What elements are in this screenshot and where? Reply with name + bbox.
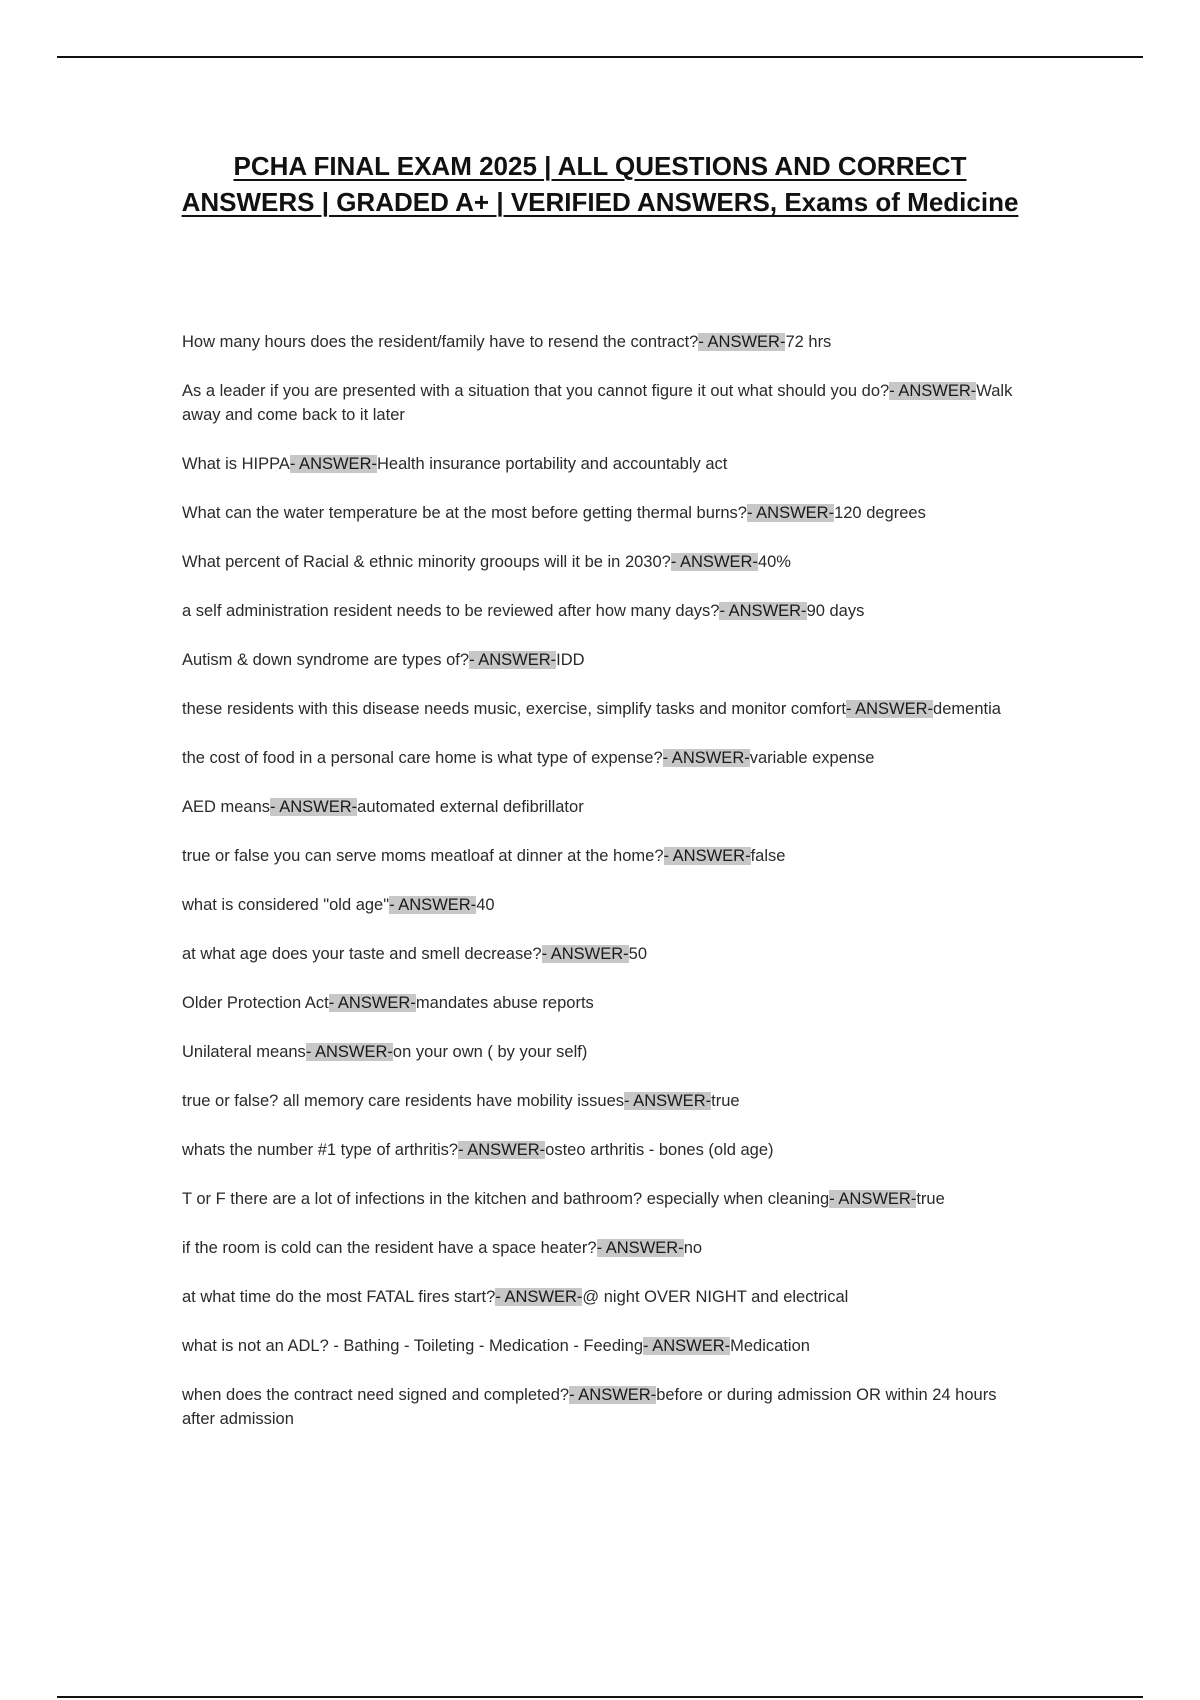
qa-item — [182, 1187, 1024, 1211]
qa-item — [182, 844, 1024, 868]
qa-item — [182, 501, 1024, 525]
answer-text: no — [683, 1239, 703, 1257]
question-text: true or false? all memory care residents have mobility issues — [182, 1092, 625, 1110]
qa-list — [182, 330, 1024, 1456]
answer-marker: - ANSWER- — [389, 896, 477, 914]
question-text: whats the number #1 type of arthritis? — [182, 1141, 459, 1159]
question-text: a self administration resident needs to be reviewed after how many days? — [182, 602, 720, 620]
answer-marker: - ANSWER- — [596, 1239, 684, 1257]
answer-text: @ night OVER NIGHT and electrical — [582, 1288, 849, 1306]
question-text: What can the water temperature be at the most before getting thermal burns? — [182, 504, 747, 522]
answer-marker: - ANSWER- — [305, 1043, 393, 1061]
qa-item — [182, 599, 1024, 623]
qa-item — [182, 697, 1024, 721]
question-text: Older Protection Act — [182, 994, 329, 1012]
answer-text: automated external defibrillator — [357, 798, 584, 816]
answer-marker: - ANSWER- — [662, 749, 750, 767]
answer-marker: - ANSWER- — [845, 700, 934, 718]
question-text: AED means — [182, 798, 271, 816]
answer-text: Health insurance portability and accountably act — [376, 455, 728, 473]
question-text: what is considered "old age" — [182, 896, 390, 914]
question-text: at what age does your taste and smell decrease? — [182, 945, 542, 963]
answer-marker: - ANSWER- — [469, 651, 557, 669]
qa-item — [182, 1285, 1024, 1309]
top-divider — [57, 56, 1143, 58]
question-text: Autism & down syndrome are types of? — [182, 651, 470, 669]
question-text: What is HIPPA — [182, 455, 290, 473]
answer-marker: - ANSWER- — [495, 1288, 583, 1306]
qa-item — [182, 379, 1024, 427]
qa-item — [182, 1089, 1024, 1113]
answer-marker: - ANSWER- — [663, 847, 751, 865]
question-text: What percent of Racial & ethnic minority grooups will it be in 2030? — [182, 553, 671, 571]
answer-text: IDD — [556, 651, 585, 669]
qa-item — [182, 1040, 1024, 1064]
qa-item — [182, 1383, 1024, 1431]
qa-item — [182, 452, 1024, 476]
answer-marker: - ANSWER- — [643, 1337, 731, 1355]
answer-marker: - ANSWER- — [569, 1386, 657, 1404]
answer-text: osteo arthritis - bones (old age) — [545, 1141, 774, 1159]
answer-text: mandates abuse reports — [415, 994, 594, 1012]
answer-text: dementia — [933, 700, 1001, 718]
answer-text: true — [711, 1092, 740, 1110]
answer-marker: - ANSWER- — [670, 553, 758, 571]
answer-marker: - ANSWER- — [289, 455, 377, 473]
question-text: How many hours does the resident/family have to resend the contract? — [182, 333, 699, 351]
question-text: true or false you can serve moms meatloaf at dinner at the home? — [182, 847, 664, 865]
answer-text: on your own ( by your self) — [392, 1043, 588, 1061]
qa-item — [182, 1138, 1024, 1162]
question-text: the cost of food in a personal care home is what type of expense? — [182, 749, 663, 767]
bottom-divider — [57, 1696, 1143, 1698]
answer-text: true — [916, 1190, 945, 1208]
question-text: what is not an ADL? - Bathing - Toileting - Medication - Feeding — [182, 1337, 644, 1355]
qa-item — [182, 942, 1024, 966]
question-text: at what time do the most FATAL fires start? — [182, 1288, 496, 1306]
answer-text: Walk away and come back to it later — [182, 382, 1013, 424]
qa-item — [182, 1334, 1024, 1358]
qa-item — [182, 795, 1024, 819]
answer-text: 40 — [476, 896, 495, 914]
question-text: T or F there are a lot of infections in the kitchen and bathroom? especially when cleaning — [182, 1190, 830, 1208]
question-text: Unilateral means — [182, 1043, 306, 1061]
answer-marker: - ANSWER- — [624, 1092, 712, 1110]
page-title: PCHA FINAL EXAM 2025 | ALL QUESTIONS AND CORRECT ANSWERS | GRADED A+ | VERIFIED ANSWERS, Exams of Medicine — [181, 151, 1019, 217]
answer-text: 90 days — [806, 602, 865, 620]
answer-text: variable expense — [749, 749, 875, 767]
answer-text: 50 — [628, 945, 648, 963]
answer-marker: - ANSWER- — [889, 382, 977, 400]
answer-marker: - ANSWER- — [541, 945, 629, 963]
answer-marker: - ANSWER- — [829, 1190, 917, 1208]
qa-item — [182, 550, 1024, 574]
answer-marker: - ANSWER- — [328, 994, 416, 1012]
question-text: when does the contract need signed and completed? — [182, 1386, 570, 1404]
answer-text: 72 hrs — [785, 333, 832, 351]
answer-text: 120 degrees — [834, 504, 926, 522]
answer-marker: - ANSWER- — [270, 798, 358, 816]
answer-text: before or during admission OR within 24 hours after admission — [182, 1386, 997, 1428]
qa-item — [182, 648, 1024, 672]
question-text: As a leader if you are presented with a situation that you cannot figure it out what should you do? — [182, 382, 890, 400]
answer-text: Medication — [730, 1337, 810, 1355]
qa-item — [182, 330, 1024, 354]
qa-item — [182, 893, 1024, 917]
answer-marker: - ANSWER- — [458, 1141, 546, 1159]
question-text: if the room is cold can the resident have a space heater? — [182, 1239, 597, 1257]
question-text: these residents with this disease needs music, exercise, simplify tasks and monitor comfort — [182, 700, 846, 718]
qa-item — [182, 991, 1024, 1015]
answer-text: 40% — [757, 553, 791, 571]
answer-marker: - ANSWER- — [698, 333, 786, 351]
answer-marker: - ANSWER- — [719, 602, 807, 620]
qa-item — [182, 746, 1024, 770]
qa-item — [182, 1236, 1024, 1260]
answer-marker: - ANSWER- — [746, 504, 835, 522]
answer-text: false — [750, 847, 786, 865]
